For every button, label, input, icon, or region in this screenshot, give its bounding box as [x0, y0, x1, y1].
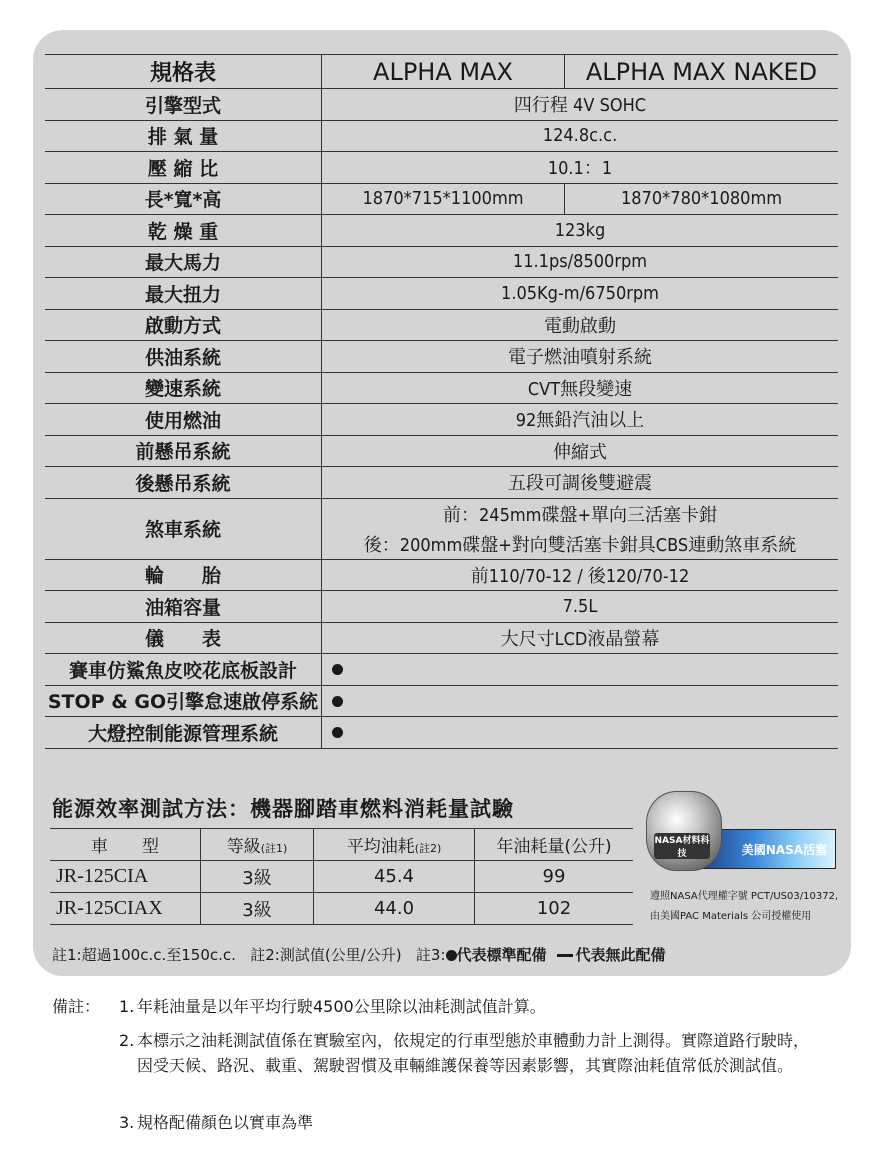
- spec-header-col2: ALPHA MAX NAKED: [565, 55, 839, 89]
- remark-text: 本標示之油耗測試值係在實驗室內，依規定的行車型態於車體動力計上測得。實際道路行駛時，因受天候、路況、載重、駕駛習慣及車輛維護保養等因素影響，其實際油耗值常低於測試值。: [137, 1031, 810, 1075]
- spec-label: 後懸吊系統: [45, 467, 322, 499]
- logo-banner: 美國NASA活塞: [684, 829, 836, 869]
- standard-equipment-mark: [322, 685, 839, 717]
- spec-value: 伸縮式: [322, 435, 839, 467]
- footnote-3-none: 代表無此配備: [575, 946, 666, 964]
- spec-row: [45, 435, 838, 467]
- spec-label: 引擎型式: [45, 89, 322, 121]
- efficiency-avg: 45.4: [314, 861, 475, 893]
- spec-label: 變速系統: [45, 372, 322, 404]
- spec-value-brake-rear: 後：200mm碟盤+對向雙活塞卡鉗具CBS連動煞車系統: [322, 529, 839, 560]
- efficiency-title: 能源效率測試方法：機器腳踏車燃料消耗量試驗: [52, 797, 514, 821]
- spec-row: [45, 622, 838, 654]
- piston-icon: [646, 791, 722, 871]
- spec-row: [45, 372, 838, 404]
- remark-text: 年耗油量是以年平均行駛4500公里除以油耗測試值計算。: [137, 997, 546, 1016]
- spec-table: [45, 54, 838, 749]
- efficiency-header-grade: [201, 829, 314, 861]
- efficiency-table: [50, 828, 633, 925]
- grade-note: (註1): [260, 842, 288, 855]
- efficiency-annual: 102: [475, 893, 634, 925]
- remark-number: 3.: [119, 1113, 135, 1132]
- efficiency-row: [50, 893, 633, 925]
- spec-label: 長*寬*高: [45, 183, 322, 215]
- grade-label: 等級: [226, 837, 261, 857]
- avg-label: 平均油耗: [346, 837, 415, 857]
- nasa-piston-logo: [642, 791, 837, 881]
- spec-row: [45, 559, 838, 591]
- spec-value: 大尺寸LCD液晶螢幕: [322, 622, 839, 654]
- footnote-3-label: 註3:: [415, 946, 446, 964]
- spec-value: 123kg: [322, 215, 839, 247]
- spec-value: 五段可調後雙避震: [322, 467, 839, 499]
- footnote-3-standard: 代表標準配備: [456, 946, 547, 964]
- spec-label: 儀 表: [45, 622, 322, 654]
- spec-value-col1: 1870*715*1100mm: [322, 183, 565, 215]
- spec-label: 使用燃油: [45, 404, 322, 436]
- dash-icon: [557, 954, 573, 957]
- remark-text: 規格配備顏色以實車為準: [137, 1113, 314, 1132]
- standard-equipment-mark: [322, 717, 839, 749]
- efficiency-model: JR-125CIAX: [50, 893, 201, 925]
- spec-label: 賽車仿鯊魚皮咬花底板設計: [45, 654, 322, 686]
- efficiency-header-annual: 年油耗量(公升): [475, 829, 634, 861]
- spec-label: 煞車系統: [45, 498, 322, 559]
- spec-value: 124.8c.c.: [322, 120, 839, 152]
- spec-row: [45, 591, 838, 623]
- spec-value: 1.05Kg-m/6750rpm: [322, 278, 839, 310]
- license-line-1: 遵照NASA代理權字號 PCT/US03/10372,: [650, 891, 839, 902]
- spec-row: [45, 341, 838, 373]
- efficiency-annual: 99: [475, 861, 634, 893]
- efficiency-avg: 44.0: [314, 893, 475, 925]
- spec-row: [45, 152, 838, 184]
- spec-label: 乾 燥 重: [45, 215, 322, 247]
- filled-dot-icon: [332, 696, 343, 707]
- remarks-label: 備註：: [52, 997, 101, 1016]
- spec-row: [45, 215, 838, 247]
- spec-label: 前懸吊系統: [45, 435, 322, 467]
- spec-label: 大燈控制能源管理系統: [45, 717, 322, 749]
- spec-row: [45, 654, 838, 686]
- spec-value: 92無鉛汽油以上: [322, 404, 839, 436]
- spec-label: 輪 胎: [45, 559, 322, 591]
- license-line-2: 由美國PAC Materials 公司授權使用: [650, 911, 812, 922]
- spec-row: [45, 467, 838, 499]
- logo-disc-text: NASA材料科技: [654, 833, 710, 859]
- spec-value: 電子燃油噴射系統: [322, 341, 839, 373]
- spec-row-brake: [45, 498, 838, 529]
- efficiency-header-model: 車 型: [50, 829, 201, 861]
- spec-value: 10.1：1: [322, 152, 839, 184]
- filled-dot-icon: [332, 664, 343, 675]
- spec-label: 最大扭力: [45, 278, 322, 310]
- avg-note: (註2): [414, 842, 442, 855]
- spec-row: [45, 246, 838, 278]
- spec-value: 四行程 4V SOHC: [322, 89, 839, 121]
- spec-value-col2: 1870*780*1080mm: [565, 183, 839, 215]
- spec-row: [45, 89, 838, 121]
- spec-label: 最大馬力: [45, 246, 322, 278]
- remark-number: 2.: [119, 1031, 135, 1050]
- efficiency-grade: 3級: [201, 861, 314, 893]
- spec-row: [45, 717, 838, 749]
- filled-dot-icon: [332, 727, 343, 738]
- spec-label: 排 氣 量: [45, 120, 322, 152]
- footnote-1: 註1:超過100c.c.至150c.c.: [52, 946, 236, 964]
- spec-label: 供油系統: [45, 341, 322, 373]
- spec-header-col1: ALPHA MAX: [322, 55, 565, 89]
- spec-label: 啟動方式: [45, 309, 322, 341]
- filled-dot-icon: [446, 950, 457, 961]
- efficiency-header-row: [50, 829, 633, 861]
- spec-row: [45, 685, 838, 717]
- efficiency-grade: 3級: [201, 893, 314, 925]
- standard-equipment-mark: [322, 654, 839, 686]
- spec-value-brake-front: 前：245mm碟盤+單向三活塞卡鉗: [322, 498, 839, 529]
- spec-row: [45, 120, 838, 152]
- footnote-2: 註2:測試值(公里/公升): [250, 946, 402, 964]
- spec-value: 11.1ps/8500rpm: [322, 246, 839, 278]
- spec-header-row: [45, 55, 838, 89]
- spec-row: [45, 404, 838, 436]
- spec-value: 前110/70-12 / 後120/70-12: [322, 559, 839, 591]
- spec-value: 電動啟動: [322, 309, 839, 341]
- spec-row: [45, 278, 838, 310]
- spec-header-label: 規格表: [45, 55, 322, 89]
- efficiency-row: [50, 861, 633, 893]
- spec-label: STOP & GO引擎怠速啟停系統: [45, 685, 322, 717]
- spec-label: 油箱容量: [45, 591, 322, 623]
- spec-value: 7.5L: [322, 591, 839, 623]
- efficiency-header-avg: [314, 829, 475, 861]
- spec-label: 壓 縮 比: [45, 152, 322, 184]
- spec-row: [45, 309, 838, 341]
- spec-row: [45, 183, 838, 215]
- spec-value: CVT無段變速: [322, 372, 839, 404]
- remark-number: 1.: [119, 997, 135, 1016]
- efficiency-model: JR-125CIA: [50, 861, 201, 893]
- footnotes: [52, 944, 666, 965]
